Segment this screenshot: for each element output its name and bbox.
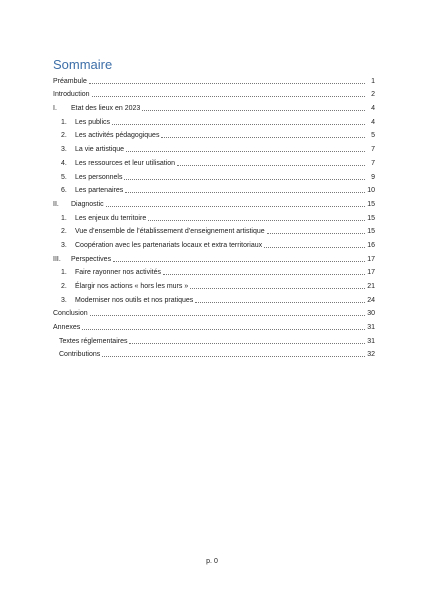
- toc-entry[interactable]: [53, 99, 375, 113]
- toc-entry-number: 3.: [61, 241, 67, 249]
- toc-entry-page: 32: [367, 351, 375, 359]
- toc-entry[interactable]: [53, 140, 375, 154]
- toc-entry[interactable]: [53, 209, 375, 223]
- toc-dot-leader: [195, 302, 365, 303]
- toc-entry-page: 9: [371, 173, 375, 181]
- toc-entry[interactable]: [53, 72, 375, 86]
- toc-entry-page: 31: [367, 337, 375, 345]
- toc-dot-leader: [126, 151, 365, 152]
- toc-entry-title: Introduction: [53, 91, 90, 99]
- toc-entry[interactable]: [53, 236, 375, 250]
- toc-entry[interactable]: [53, 346, 375, 360]
- toc-dot-leader: [82, 329, 365, 330]
- toc-entry-number: 2.: [61, 283, 67, 290]
- toc-entry-title: Perspectives: [71, 255, 112, 263]
- toc-entry-title: Les activités pédagogiques: [75, 132, 160, 140]
- toc-dot-leader: [161, 137, 365, 138]
- toc-entry-number: 6.: [61, 187, 67, 195]
- toc-entry-page: 1: [371, 77, 375, 85]
- toc-entry-number: III.: [53, 255, 61, 263]
- toc-entry-number: 5.: [61, 173, 67, 181]
- toc-entry-page: 7: [371, 146, 375, 154]
- toc-entry-number: 1.: [61, 118, 67, 126]
- toc-entry[interactable]: [53, 277, 375, 291]
- toc-entry-title: Diagnostic: [71, 200, 104, 208]
- toc-entry-number: 4.: [61, 159, 67, 167]
- toc-entry-page: 7: [371, 159, 375, 167]
- toc-entry[interactable]: [53, 318, 375, 332]
- toc-entry-page: 17: [367, 269, 375, 277]
- toc-entry[interactable]: [53, 182, 375, 196]
- toc-entry-title: Les ressources et leur utilisation: [75, 159, 175, 167]
- toc-entry[interactable]: [53, 127, 375, 141]
- toc-entry-number: I.: [53, 105, 57, 113]
- toc-dot-leader: [163, 274, 365, 275]
- page-number: p. 0: [206, 558, 218, 565]
- toc-entry-title: Coopération avec les partenariats locaux et extra territoriaux: [75, 241, 263, 249]
- table-of-contents: [53, 72, 375, 359]
- toc-entry-number: 2.: [61, 132, 67, 140]
- toc-entry-number: 1.: [61, 269, 67, 277]
- toc-entry-number: 1.: [61, 214, 67, 222]
- toc-entry[interactable]: [53, 154, 375, 168]
- toc-entry[interactable]: [53, 291, 375, 305]
- toc-entry-title: La vie artistique: [75, 146, 125, 154]
- toc-dot-leader: [264, 247, 365, 248]
- toc-entry-title: Contributions: [59, 351, 101, 359]
- toc-entry-number: II.: [53, 200, 59, 208]
- toc-entry-page: 10: [367, 187, 375, 195]
- toc-entry[interactable]: [53, 305, 375, 319]
- toc-dot-leader: [113, 261, 365, 262]
- toc-dot-leader: [92, 96, 365, 97]
- toc-dot-leader: [90, 315, 365, 316]
- toc-entry-page: 30: [367, 310, 375, 318]
- toc-entry-page: 5: [371, 132, 375, 140]
- toc-entry[interactable]: [53, 113, 375, 127]
- toc-entry[interactable]: [53, 168, 375, 182]
- toc-dot-leader: [190, 288, 365, 289]
- toc-dot-leader: [177, 165, 365, 166]
- toc-entry-page: 15: [367, 214, 375, 222]
- toc-entry-page: 15: [367, 200, 375, 208]
- toc-entry[interactable]: [53, 86, 375, 100]
- toc-entry-number: 2.: [61, 228, 67, 236]
- toc-entry-title: Préambule: [53, 77, 87, 85]
- toc-entry-title: Conclusion: [53, 310, 88, 318]
- toc-entry-title: Faire rayonner nos activités: [75, 269, 161, 277]
- toc-entry-page: 31: [367, 324, 375, 332]
- toc-dot-leader: [102, 356, 365, 357]
- toc-entry-page: 4: [371, 118, 375, 126]
- toc-entry-number: 3.: [61, 146, 67, 154]
- toc-dot-leader: [124, 179, 365, 180]
- toc-entry[interactable]: [53, 195, 375, 209]
- toc-entry-title: Les partenaires: [75, 187, 124, 195]
- toc-entry-title: Élargir nos actions « hors les murs »: [75, 283, 189, 290]
- page-title: Sommaire: [53, 57, 113, 72]
- toc-entry-page: 16: [367, 241, 375, 249]
- toc-entry-title: Textes réglementaires: [59, 337, 128, 345]
- toc-dot-leader: [89, 83, 365, 84]
- toc-dot-leader: [129, 343, 365, 344]
- toc-entry-title: Les personnels: [75, 173, 123, 181]
- toc-entry-page: 15: [367, 228, 375, 236]
- toc-dot-leader: [148, 220, 365, 221]
- toc-entry-title: Moderniser nos outils et nos pratiques: [75, 296, 194, 304]
- toc-entry-page: 17: [367, 255, 375, 263]
- toc-entry-title: Vue d’ensemble de l’établissement d’enseignement artistique: [75, 228, 265, 236]
- toc-dot-leader: [267, 233, 365, 234]
- toc-entry[interactable]: [53, 250, 375, 264]
- toc-entry-title: Etat des lieux en 2023: [71, 105, 141, 113]
- toc-entry-title: Les publics: [75, 118, 111, 126]
- toc-entry-page: 4: [371, 105, 375, 113]
- toc-entry-page: 24: [367, 296, 375, 304]
- toc-entry-page: 2: [371, 91, 375, 99]
- toc-dot-leader: [142, 110, 365, 111]
- toc-entry-page: 21: [367, 283, 375, 290]
- toc-entry-title: Les enjeux du territoire: [75, 214, 147, 222]
- toc-entry[interactable]: [53, 264, 375, 278]
- toc-entry-number: 3.: [61, 296, 67, 304]
- toc-dot-leader: [112, 124, 365, 125]
- toc-entry[interactable]: [53, 223, 375, 237]
- toc-dot-leader: [125, 192, 365, 193]
- toc-entry[interactable]: [53, 332, 375, 346]
- toc-dot-leader: [106, 206, 365, 207]
- toc-entry-title: Annexes: [53, 324, 81, 332]
